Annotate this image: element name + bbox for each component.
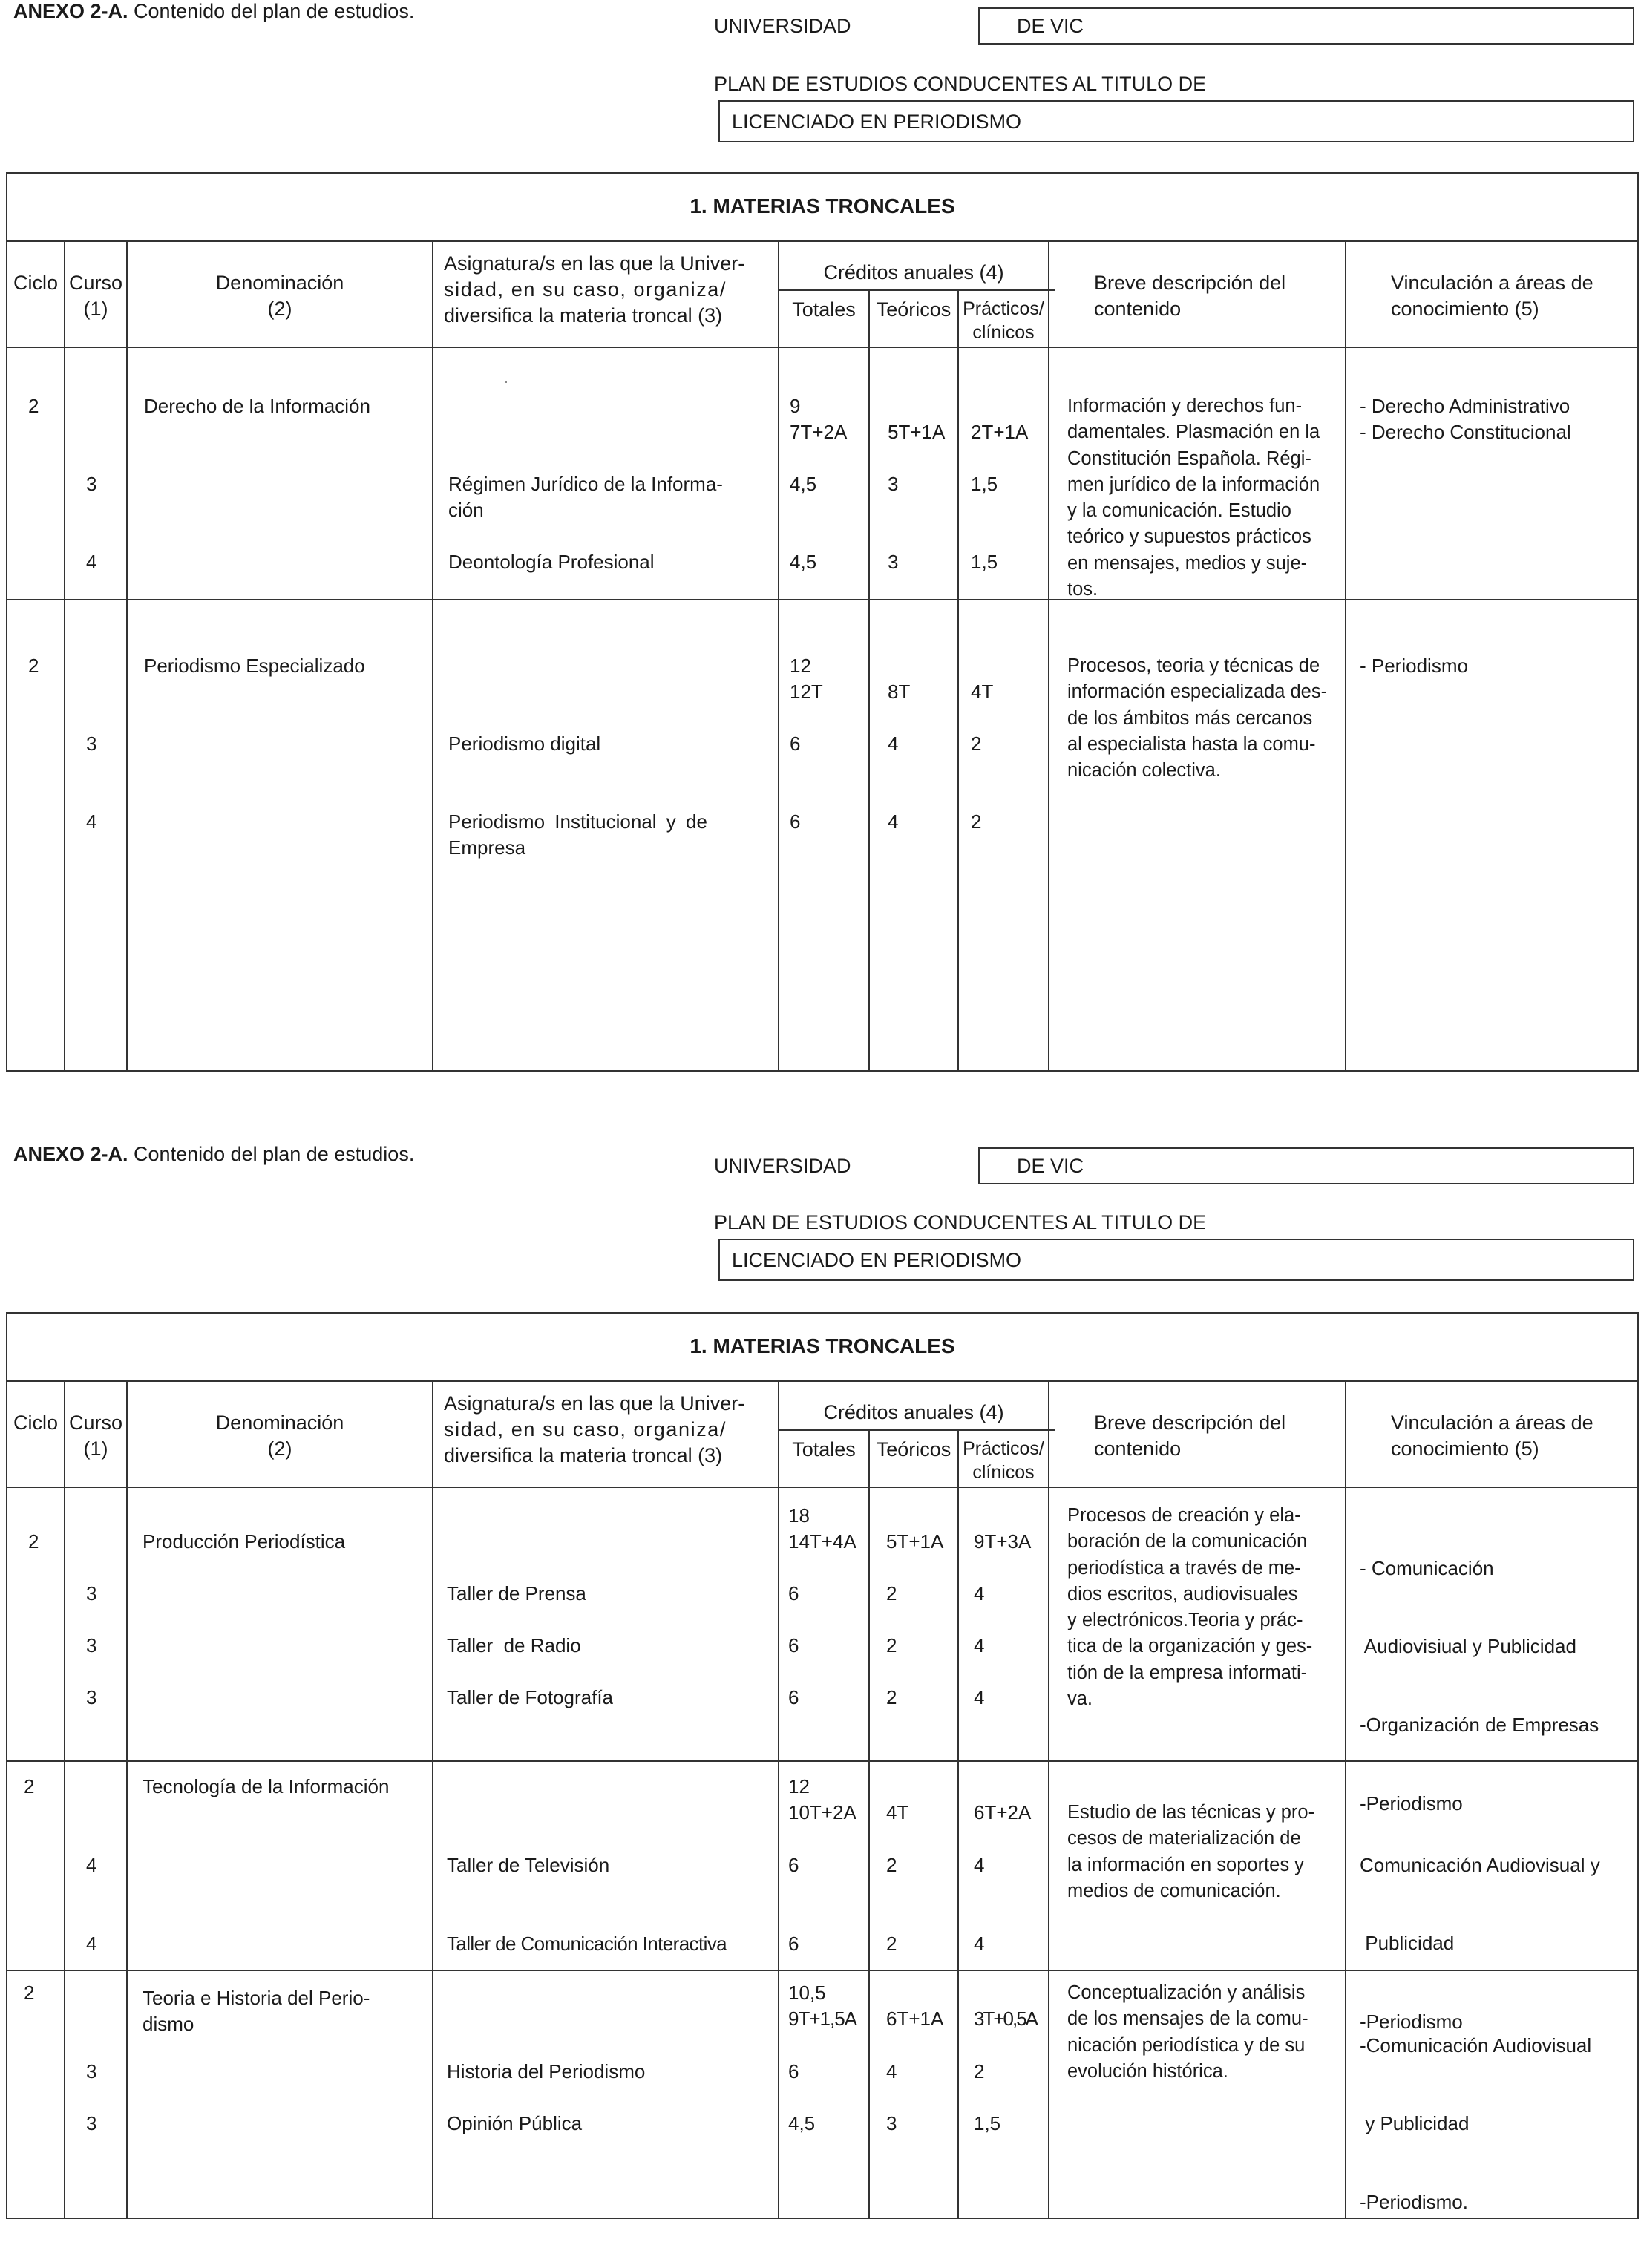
university-field: DE VIC [978,1147,1634,1184]
subject-teoricos: 2 [886,1933,897,1955]
subject-practicos: 4 [974,1854,985,1876]
col-teoricos: Teóricos [876,298,951,321]
subject-curso: 3 [86,2112,97,2134]
group-descripcion: Información y derechos fun- damentales. Plasmación en la Constitución Española. Régi- men jurídico de la información y la comunicación. Estudio teórico y supuestos prácticos en mensajes, medios y suje- tos. [1067,396,1320,600]
group-denominacion: Derecho de la Información [144,395,370,417]
sheet-2 [0,1140,1641,2238]
group-denominacion: Teoria e Historia del Perio- dismo [143,1987,370,2035]
table-title: 1. MATERIAS TRONCALES [690,194,955,217]
materias-table [6,1312,1639,2219]
subject-totales: 4,5 [790,473,817,495]
divider [779,289,1055,291]
university-field: DE VIC [978,7,1634,45]
col-breve: Breve descripción del contenido [1094,1412,1286,1460]
group-denominacion: Producción Periodística [143,1530,346,1553]
subject-teoricos: 4 [886,2060,897,2082]
group-totales-split: 9T+1,5A [788,2008,857,2030]
divider [432,1380,433,2219]
col-creditos: Créditos anuales (4) [823,1401,1004,1423]
annex-title: ANEXO 2-A. Contenido del plan de estudios. [13,1143,415,1165]
divider [778,1380,779,2219]
subject-teoricos: 2 [886,1582,897,1605]
divider [868,1429,870,2219]
subject-totales: 6 [790,810,801,833]
divider [1345,1380,1346,2219]
group-vinculacion: -Comunicación Audiovisual y Publicidad -Periodismo. [1360,2033,1592,2214]
group-totales: 12 [790,655,811,677]
subject-curso: 3 [86,1686,97,1708]
group-teoricos: 4T [886,1801,909,1823]
subject-teoricos: 3 [888,473,899,495]
subject-practicos: 1,5 [974,2112,1001,2134]
group-practicos: 3T+0,5A [974,2008,1038,2030]
subject-totales: 6 [790,732,801,755]
materias-table [6,172,1639,1072]
subject-totales: 6 [788,1634,799,1656]
subject-curso: 4 [86,810,97,833]
group-ciclo: 2 [28,395,39,417]
subject-teoricos: 2 [886,1634,897,1656]
group-totales: 10,5 [788,1982,826,2004]
divider [868,289,870,1072]
group-vinculacion: Comunicación Audiovisual y Publicidad -Periodismo [1360,1853,1600,2033]
group-teoricos: 6T+1A [886,2008,944,2030]
group-vinculacion: - Periodismo [1360,655,1468,677]
subject-asignatura: Opinión Pública [447,2112,583,2134]
group-totales-split: 7T+2A [790,421,848,443]
group-totales: 9 [790,395,801,417]
divider [64,240,65,1072]
group-ciclo: 2 [28,655,39,677]
subject-totales: 6 [788,1582,799,1605]
col-practicos: Prácticos/ clínicos [963,1438,1044,1483]
subject-asignatura: Taller de Fotografía [447,1686,614,1708]
group-totales: 18 [788,1504,810,1527]
col-vinculacion: Vinculación a áreas de conocimiento (5) [1391,1412,1593,1460]
subject-practicos: 4 [974,1634,985,1656]
subject-curso: 4 [86,1854,97,1876]
subject-curso: 3 [86,2060,97,2082]
subject-practicos: 4 [974,1582,985,1605]
divider [126,240,128,1072]
col-creditos: Créditos anuales (4) [823,261,1004,284]
group-vinculacion: - Derecho Administrativo - Derecho Constitucional [1360,395,1571,444]
subject-totales: 6 [788,2060,799,2082]
group-totales-split: 12T [790,681,823,703]
group-totales: 12 [788,1775,810,1797]
group-ciclo: 2 [24,1982,35,2004]
divider [957,1429,959,2219]
subject-asignatura: Periodismo Institucional y de Empresa [448,810,707,859]
divider [432,240,433,1072]
university-label: UNIVERSIDAD [714,1155,851,1177]
group-denominacion: Periodismo Especializado [144,655,365,677]
subject-totales: 4,5 [790,551,817,573]
subject-curso: 4 [86,1933,97,1955]
group-descripcion: Estudio de las técnicas y pro- cesos de materialización de la información en soportes y medios de comunicación. [1067,1802,1315,1901]
col-curso: Curso (1) [68,272,123,320]
subject-asignatura: Taller de Prensa [447,1582,586,1605]
col-totales: Totales [792,1438,856,1461]
sheet-1 [0,0,1641,1098]
subject-curso: 3 [86,473,97,495]
subject-totales: 6 [788,1933,799,1955]
divider [778,240,779,1072]
group-totales-split: 14T+4A [788,1530,856,1553]
col-asignatura: Asignatura/s en las que la Univer- sidad, en su caso, organiza/ diversifica la materia troncal (3) [444,1392,745,1466]
divider [64,1380,65,2219]
subject-totales: 6 [788,1686,799,1708]
subject-practicos: 4 [974,1933,985,1955]
scan-speck [505,381,507,383]
subject-asignatura: Periodismo digital [448,732,601,755]
plan-label: PLAN DE ESTUDIOS CONDUCENTES AL TITULO DE [714,73,1207,95]
col-denominacion: Denominación (2) [215,272,344,320]
group-practicos: 6T+2A [974,1801,1032,1823]
group-ciclo: 2 [28,1530,39,1553]
divider [126,1380,128,2219]
divider [7,599,1637,600]
subject-practicos: 1,5 [971,551,998,573]
subject-totales: 4,5 [788,2112,816,2134]
subject-teoricos: 2 [886,1854,897,1876]
group-descripcion: Procesos de creación y ela- boración de la comunicación periodística a través de me- dios escritos, audiovisuales y electrónicos.Teoria y prác- tica de la organización y ges- tión de la empresa informati- va. [1067,1505,1313,1710]
plan-field: LICENCIADO EN PERIODISMO [718,1239,1634,1281]
subject-asignatura: Deontología Profesional [448,551,655,573]
group-practicos: 9T+3A [974,1530,1032,1553]
col-vinculacion: Vinculación a áreas de conocimiento (5) [1391,272,1593,320]
subject-teoricos: 3 [888,551,899,573]
col-ciclo: Ciclo [13,272,58,294]
col-curso: Curso (1) [68,1412,123,1460]
group-practicos: 2T+1A [971,421,1029,443]
divider [779,1429,1055,1431]
group-vinculacion: - Comunicación Audiovisiual y Publicidad -Organización de Empresas -Periodismo [1360,1556,1599,1815]
divider [7,240,1637,242]
col-totales: Totales [792,298,856,321]
divider [1048,240,1049,1072]
col-denominacion: Denominación (2) [215,1412,344,1460]
group-practicos: 4T [971,681,994,703]
col-asignatura: Asignatura/s en las que la Univer- sidad, en su caso, organiza/ diversifica la materia troncal (3) [444,252,745,327]
col-breve: Breve descripción del contenido [1094,272,1286,320]
plan-field: LICENCIADO EN PERIODISMO [718,100,1634,142]
subject-asignatura: Régimen Jurídico de la Informa- ción [448,473,723,521]
group-teoricos: 8T [888,681,911,703]
subject-teoricos: 2 [886,1686,897,1708]
subject-teoricos: 3 [886,2112,897,2134]
annex-title: ANEXO 2-A. Contenido del plan de estudios. [13,0,415,22]
subject-practicos: 4 [974,1686,985,1708]
col-ciclo: Ciclo [13,1412,58,1434]
group-totales-split: 10T+2A [788,1801,856,1823]
divider [1345,240,1346,1072]
university-label: UNIVERSIDAD [714,15,851,37]
subject-asignatura: Historia del Periodismo [447,2060,646,2082]
subject-practicos: 2 [971,810,982,833]
divider [7,347,1637,348]
subject-asignatura: Taller de Televisión [447,1854,610,1876]
table-title: 1. MATERIAS TRONCALES [690,1334,955,1357]
group-descripcion: Conceptualización y análisis de los mensajes de la comu- nicación periodística y de su evolución histórica. [1067,1982,1308,2082]
subject-practicos: 2 [971,732,982,755]
subject-curso: 3 [86,1582,97,1605]
divider [957,289,959,1072]
subject-curso: 3 [86,732,97,755]
plan-label: PLAN DE ESTUDIOS CONDUCENTES AL TITULO DE [714,1211,1207,1233]
col-practicos: Prácticos/ clínicos [963,298,1044,343]
subject-totales: 6 [788,1854,799,1876]
subject-teoricos: 4 [888,732,899,755]
divider [1048,1380,1049,2219]
group-teoricos: 5T+1A [886,1530,944,1553]
divider [7,1380,1637,1382]
group-denominacion: Tecnología de la Información [143,1775,390,1797]
subject-curso: 4 [86,551,97,573]
subject-asignatura: Taller de Comunicación Interactiva [447,1933,727,1955]
group-teoricos: 5T+1A [888,421,946,443]
group-ciclo: 2 [24,1775,35,1797]
subject-asignatura: Taller de Radio [447,1634,581,1656]
group-descripcion: Procesos, teoria y técnicas de información especializada des- de los ámbitos más cercanos al especialista hasta la comu- nicación colectiva. [1067,655,1328,781]
subject-curso: 3 [86,1634,97,1656]
subject-practicos: 1,5 [971,473,998,495]
subject-practicos: 2 [974,2060,985,2082]
divider [7,1487,1637,1488]
subject-teoricos: 4 [888,810,899,833]
col-teoricos: Teóricos [876,1438,951,1461]
